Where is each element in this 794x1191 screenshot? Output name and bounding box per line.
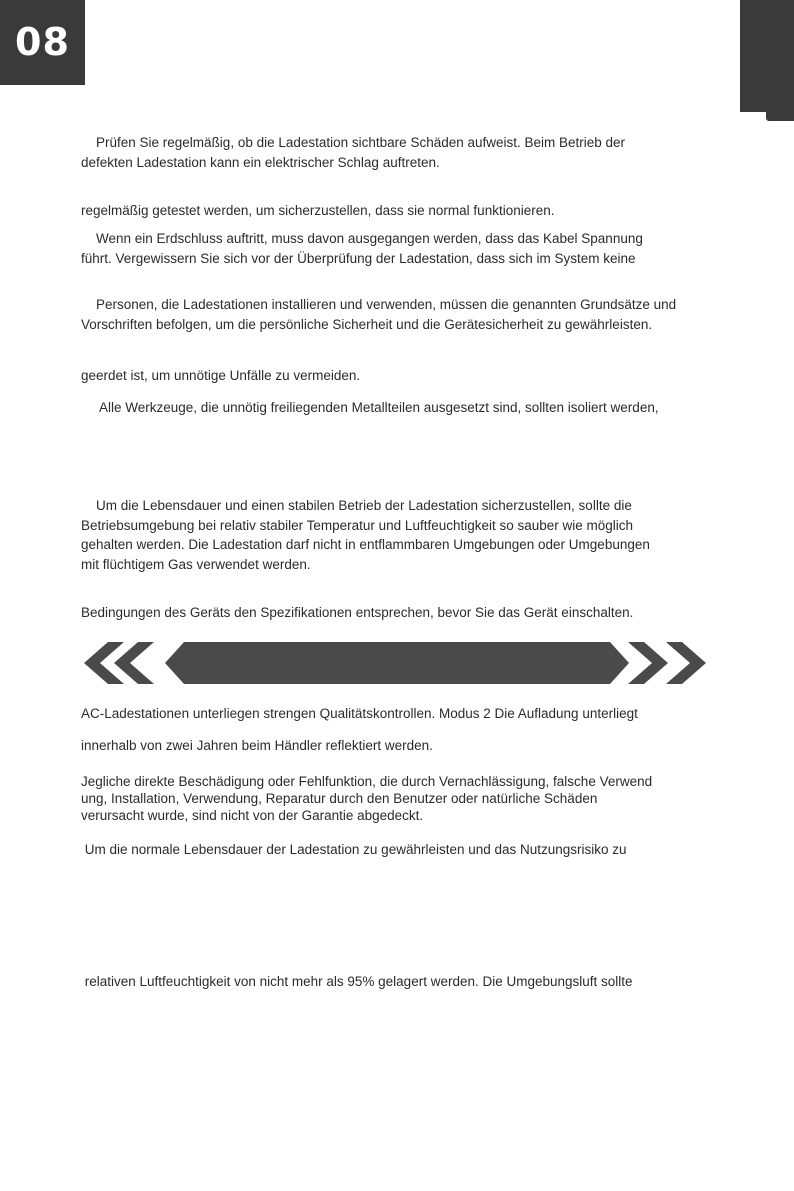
- paragraph-installer-rules: Personen, die Ladestationen installieren und verwenden, müssen die genannten Grundsätze und Vorschriften befolgen, um die persönliche Sicherheit und die Gerätesicherheit zu gewährleisten.: [81, 297, 677, 332]
- side-tab-marker: [740, 0, 794, 112]
- paragraph-earth-fault: Wenn ein Erdschluss auftritt, muss davon ausgegangen werden, dass das Kabel Spannung führt. Vergewissern Sie sich vor der Überprüfung der Ladestation, dass sich im System keine: [81, 231, 643, 266]
- section-banner: [80, 638, 710, 688]
- paragraph-check-damage: Prüfen Sie regelmäßig, ob die Ladestation sichtbare Schäden aufweist. Beim Betrieb der defekten Ladestation kann ein elektrischer Schlag auftreten.: [81, 135, 626, 170]
- side-tab-marker-foot: [766, 112, 794, 121]
- paragraph-warranty-exclusion: Jegliche direkte Beschädigung oder Fehlfunktion, die durch Vernachlässigung, falsche Verwend ung, Installation, Verwendung, Reparatur durch den Benutzer oder natürliche Schäden verursacht wurde, sind nicht von der Garantie abgedeckt.: [81, 774, 653, 823]
- paragraph-tools-insulated: Alle Werkzeuge, die unnötig freiliegenden Metallteilen ausgesetzt sind, sollten isoliert werden,: [81, 400, 659, 415]
- paragraph-service-life: Um die normale Lebensdauer der Ladestation zu gewährleisten und das Nutzungsrisiko zu: [81, 842, 627, 857]
- paragraph-regular-testing: regelmäßig getestet werden, um sicherzustellen, dass sie normal funktionieren.: [81, 203, 555, 218]
- banner-right-chevron-outer: [666, 642, 706, 684]
- banner-left-chevron-inner: [114, 642, 154, 684]
- paragraph-grounded: geerdet ist, um unnötige Unfälle zu vermeiden.: [81, 368, 361, 383]
- paragraph-dealer-report: innerhalb von zwei Jahren beim Händler reflektiert werden.: [81, 738, 433, 753]
- banner-right-chevron-inner: [628, 642, 668, 684]
- paragraph-humidity-storage: relativen Luftfeuchtigkeit von nicht mehr als 95% gelagert werden. Die Umgebungsluft sollte: [81, 974, 633, 989]
- banner-center-bar: [165, 642, 629, 684]
- paragraph-quality-control: AC-Ladestationen unterliegen strengen Qualitätskontrollen. Modus 2 Die Aufladung unterliegt: [81, 706, 638, 721]
- paragraph-device-conditions: Bedingungen des Geräts den Spezifikationen entsprechen, bevor Sie das Gerät einschalten.: [81, 605, 634, 620]
- page-number-badge: 08: [0, 0, 85, 85]
- paragraph-operating-environment: Um die Lebensdauer und einen stabilen Betrieb der Ladestation sicherzustellen, sollte die Betriebsumgebung bei relativ stabiler Temperatur und Luftfeuchtigkeit so sauber wie möglich gehalten werden. Die Ladestation darf nicht in entflammbaren Umgebungen oder Umgebungen mit flüchtigem Gas verwendet werden.: [81, 498, 650, 572]
